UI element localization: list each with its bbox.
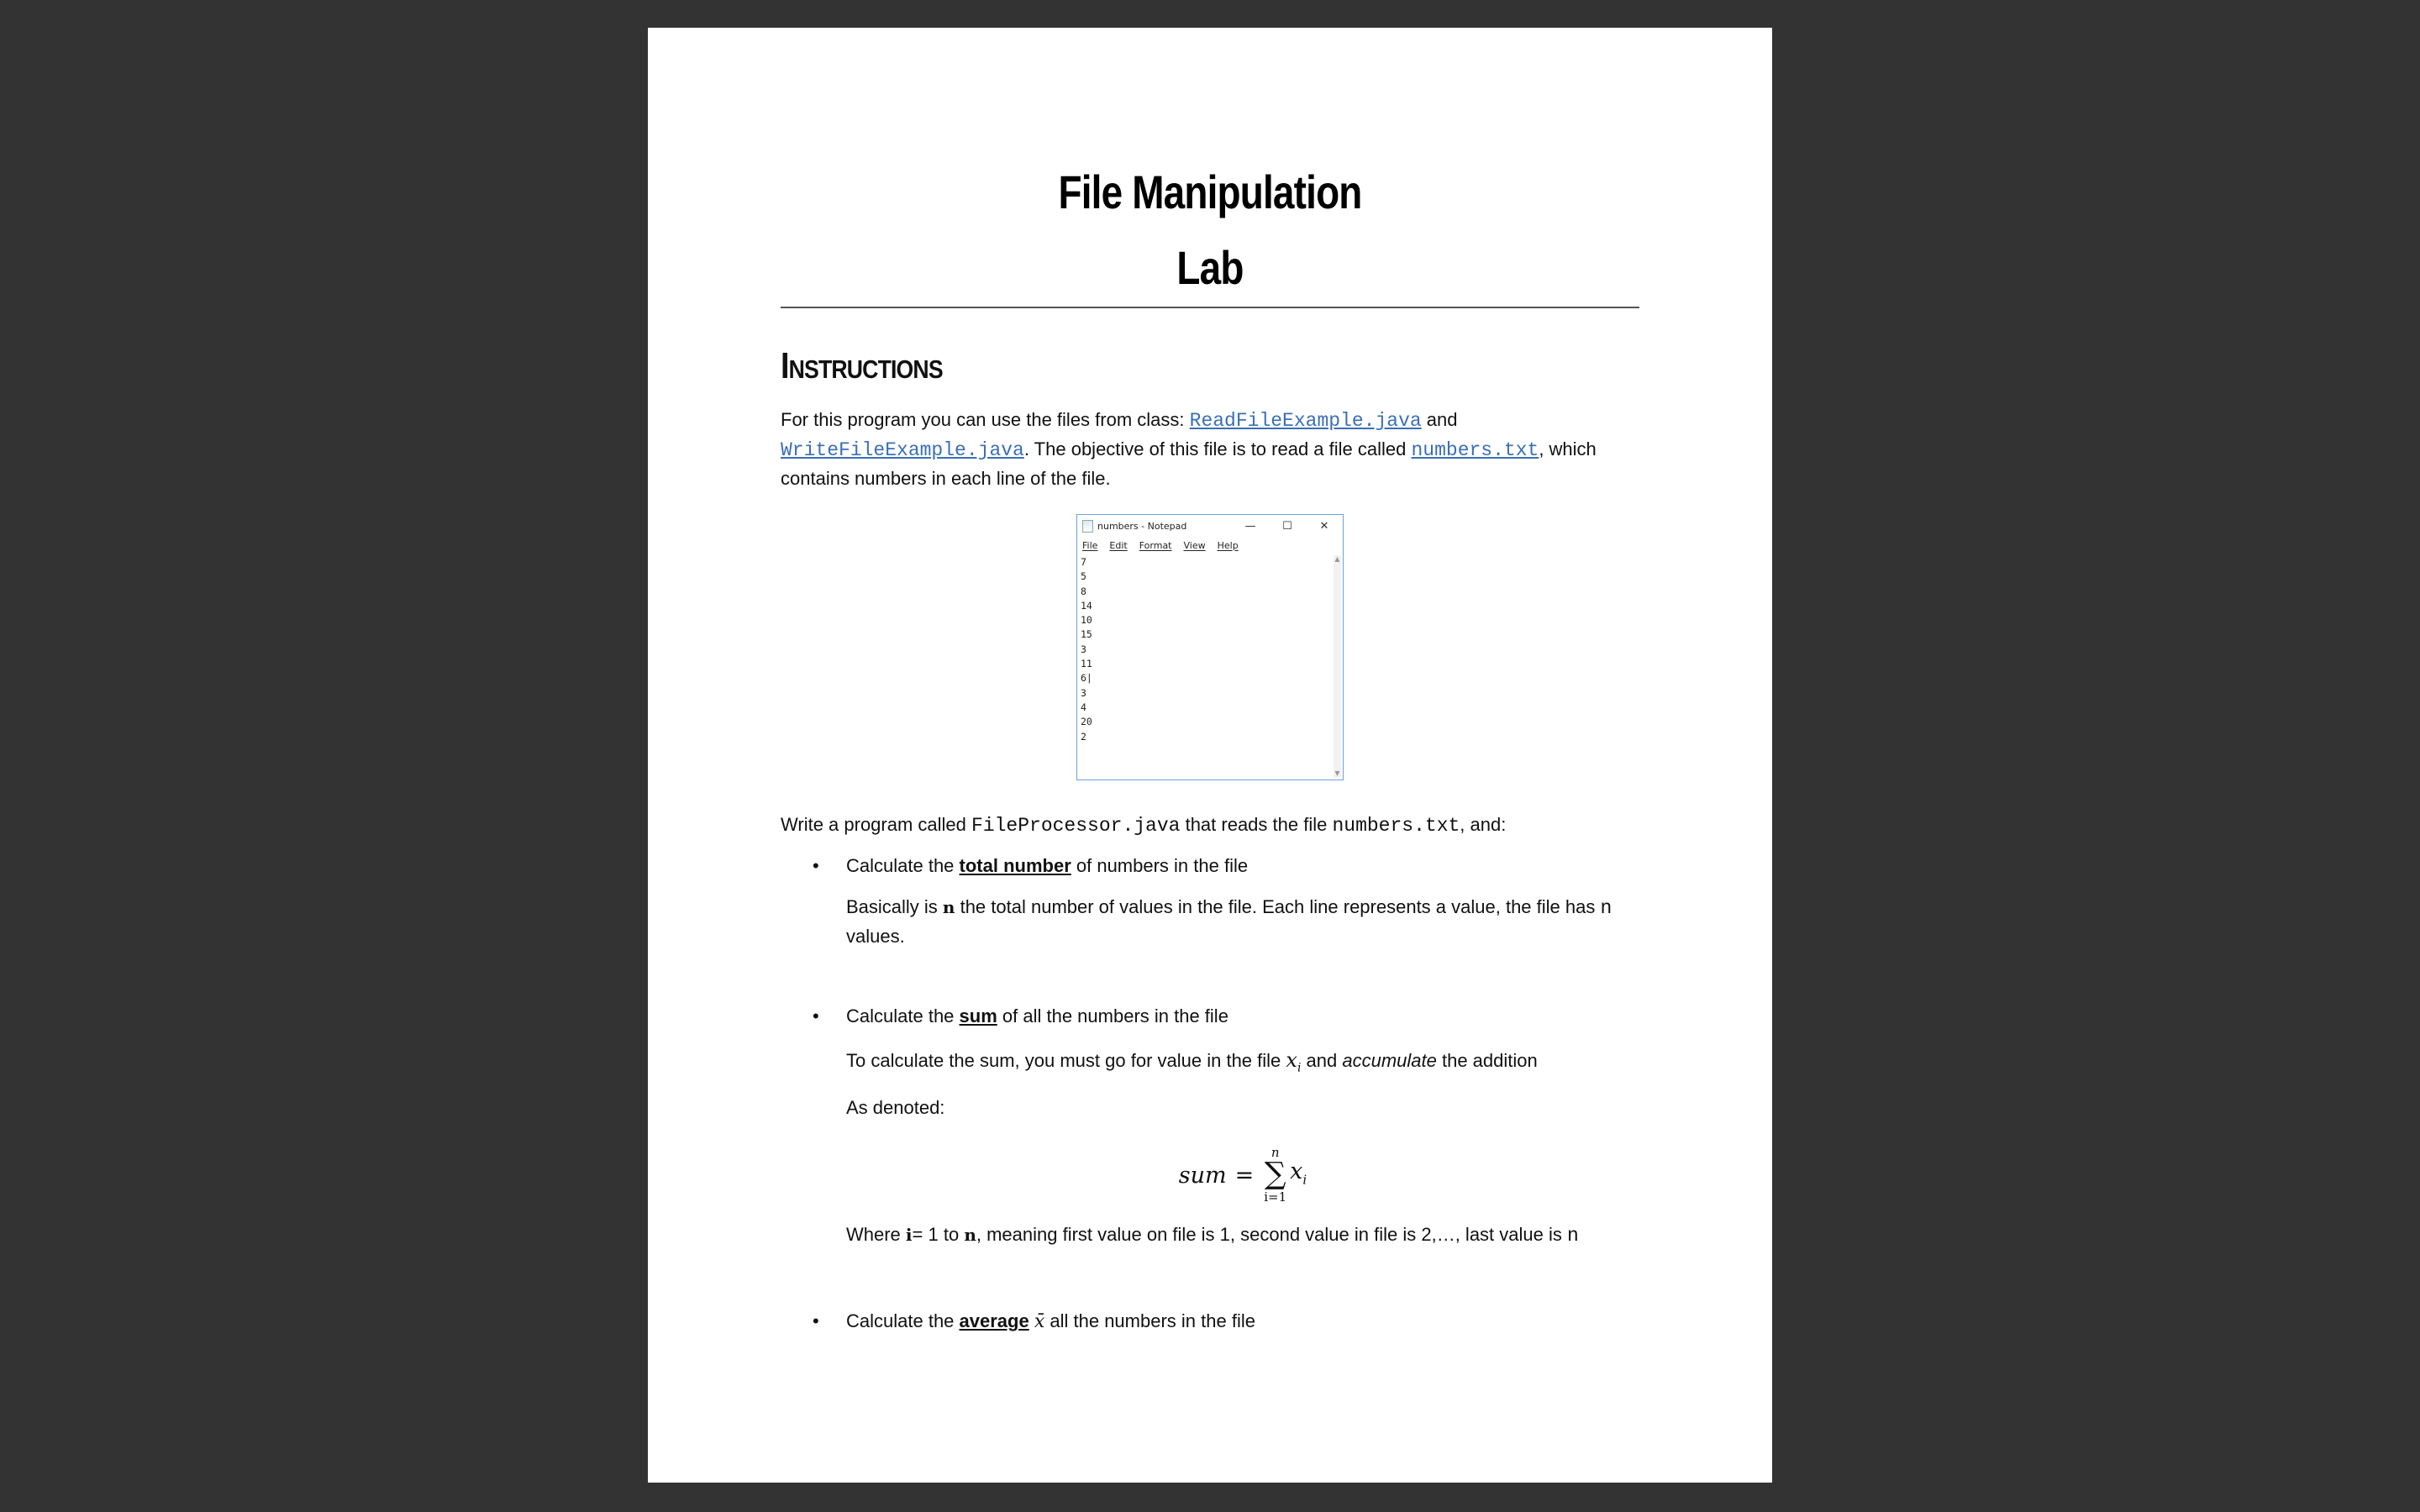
link-writefileexample[interactable]: WriteFileExample.java: [781, 439, 1024, 461]
where-text: = 1 to: [912, 1224, 965, 1246]
notepad-menu-help: Help: [1217, 539, 1239, 551]
formula-x: x: [1290, 1158, 1303, 1184]
formula-term: [1290, 1158, 1307, 1194]
intro-text-1: For this program you can use the files from class:: [781, 409, 1190, 430]
variable-i-subscript: i: [1297, 1061, 1302, 1075]
task-heading: [846, 852, 1639, 879]
where-text: , meaning first value on file is 1, second value in file is 2,…, last value is: [976, 1224, 1567, 1246]
notepad-menubar: [1077, 537, 1343, 554]
sigma-icon: [1264, 1146, 1286, 1205]
formula-equals: =: [1234, 1162, 1255, 1189]
notepad-screenshot: [1076, 514, 1344, 780]
bullet-icon: •: [813, 855, 819, 876]
close-icon: ✕: [1319, 519, 1329, 533]
bullet-icon: •: [813, 1005, 819, 1026]
xbar-symbol: x̄: [1034, 1311, 1045, 1333]
task-list: [781, 852, 1639, 1336]
task-heading: [846, 1002, 1639, 1030]
link-numbers-txt[interactable]: numbers.txt: [1411, 439, 1539, 461]
detail-text: values.: [846, 926, 905, 947]
code-fileprocessor: FileProcessor.java: [971, 815, 1181, 837]
notepad-app-icon: [1082, 520, 1093, 533]
notepad-text-content: 7 5 8 14 10 15 3 11 6| 3 4 20 2: [1081, 556, 1092, 743]
formula-lhs: sum: [1178, 1162, 1227, 1189]
write-text-1: Write a program called: [781, 814, 972, 835]
sum-formula: [846, 1142, 1639, 1209]
detail-emphasis: accumulate: [1342, 1050, 1437, 1071]
notepad-menu-edit: Edit: [1109, 539, 1128, 551]
notepad-menu-view: View: [1183, 539, 1206, 551]
notepad-menu-format: Format: [1139, 539, 1172, 551]
intro-text-4: , which contains numbers in each line of the file.: [781, 438, 1597, 489]
intro-paragraph: [781, 406, 1639, 492]
task-text: Calculate the: [846, 1310, 960, 1332]
as-denoted-text: As denoted:: [846, 1097, 945, 1119]
task-total-number: [781, 852, 1639, 950]
bullet-icon: •: [813, 1310, 819, 1332]
notepad-menu-file: File: [1082, 539, 1098, 551]
link-readfileexample[interactable]: ReadFileExample.java: [1189, 410, 1422, 432]
intro-text-3: . The objective of this file is to read a file called: [1023, 438, 1412, 459]
task-text: of numbers in the file: [1071, 855, 1249, 876]
detail-text: To calculate the sum, you must go for value in the file: [846, 1050, 1286, 1071]
section-heading: Instructions: [781, 345, 943, 386]
code-numbers-txt: numbers.txt: [1332, 815, 1460, 837]
task-text: Calculate the: [846, 1005, 960, 1026]
minimize-icon: —: [1244, 519, 1256, 533]
scroll-down-icon: ▼: [1334, 769, 1340, 777]
detail-text: Basically is: [846, 896, 943, 917]
task-text: Calculate the: [846, 855, 960, 876]
variable-n: n: [1566, 1225, 1579, 1247]
task-detail: [846, 893, 1639, 950]
detail-text: the addition: [1436, 1050, 1538, 1071]
task-detail: [846, 1047, 1639, 1082]
write-program-paragraph: [781, 811, 1639, 840]
task-heading: [846, 1307, 1639, 1336]
task-average: [781, 1307, 1639, 1336]
task-keyword: sum: [959, 1005, 997, 1026]
intro-text-2: and: [1421, 409, 1458, 430]
document-content: [781, 154, 1639, 1336]
variable-i: i: [905, 1225, 913, 1246]
notepad-window-title: numbers - Notepad: [1097, 520, 1187, 532]
task-keyword: average: [959, 1310, 1029, 1332]
notepad-scrollbar: [1334, 555, 1341, 778]
variable-n: n: [964, 1225, 976, 1246]
formula-lower-limit: i=1: [1264, 1189, 1287, 1205]
write-text-2: that reads the file: [1180, 814, 1333, 835]
scroll-up-icon: ▲: [1334, 555, 1340, 563]
task-text: all the numbers in the file: [1044, 1310, 1255, 1332]
where-text: Where: [846, 1224, 906, 1246]
task-text: of all the numbers in the file: [997, 1005, 1228, 1026]
detail-text: the total number of values in the file. Each line represents a value, the file has: [955, 896, 1601, 917]
variable-x: x: [1286, 1048, 1297, 1072]
variable-n: n: [1600, 897, 1612, 919]
title-rule: [781, 307, 1639, 308]
formula-sigma: ∑: [1264, 1157, 1286, 1192]
maximize-icon: ☐: [1282, 519, 1292, 533]
write-text-3: , and:: [1460, 814, 1507, 835]
variable-n: n: [942, 897, 955, 917]
document-title-line2: Lab: [1176, 241, 1244, 294]
task-sum: [781, 1002, 1639, 1250]
formula-upper-limit: n: [1270, 1145, 1280, 1161]
formula-subscript: i: [1302, 1172, 1307, 1188]
document-page: [648, 28, 1772, 1483]
task-keyword: total number: [959, 855, 1071, 876]
document-title-line1: File Manipulation: [1058, 165, 1362, 218]
notepad-titlebar: [1077, 515, 1343, 537]
detail-text: and: [1301, 1050, 1343, 1071]
where-line: [846, 1221, 1639, 1250]
